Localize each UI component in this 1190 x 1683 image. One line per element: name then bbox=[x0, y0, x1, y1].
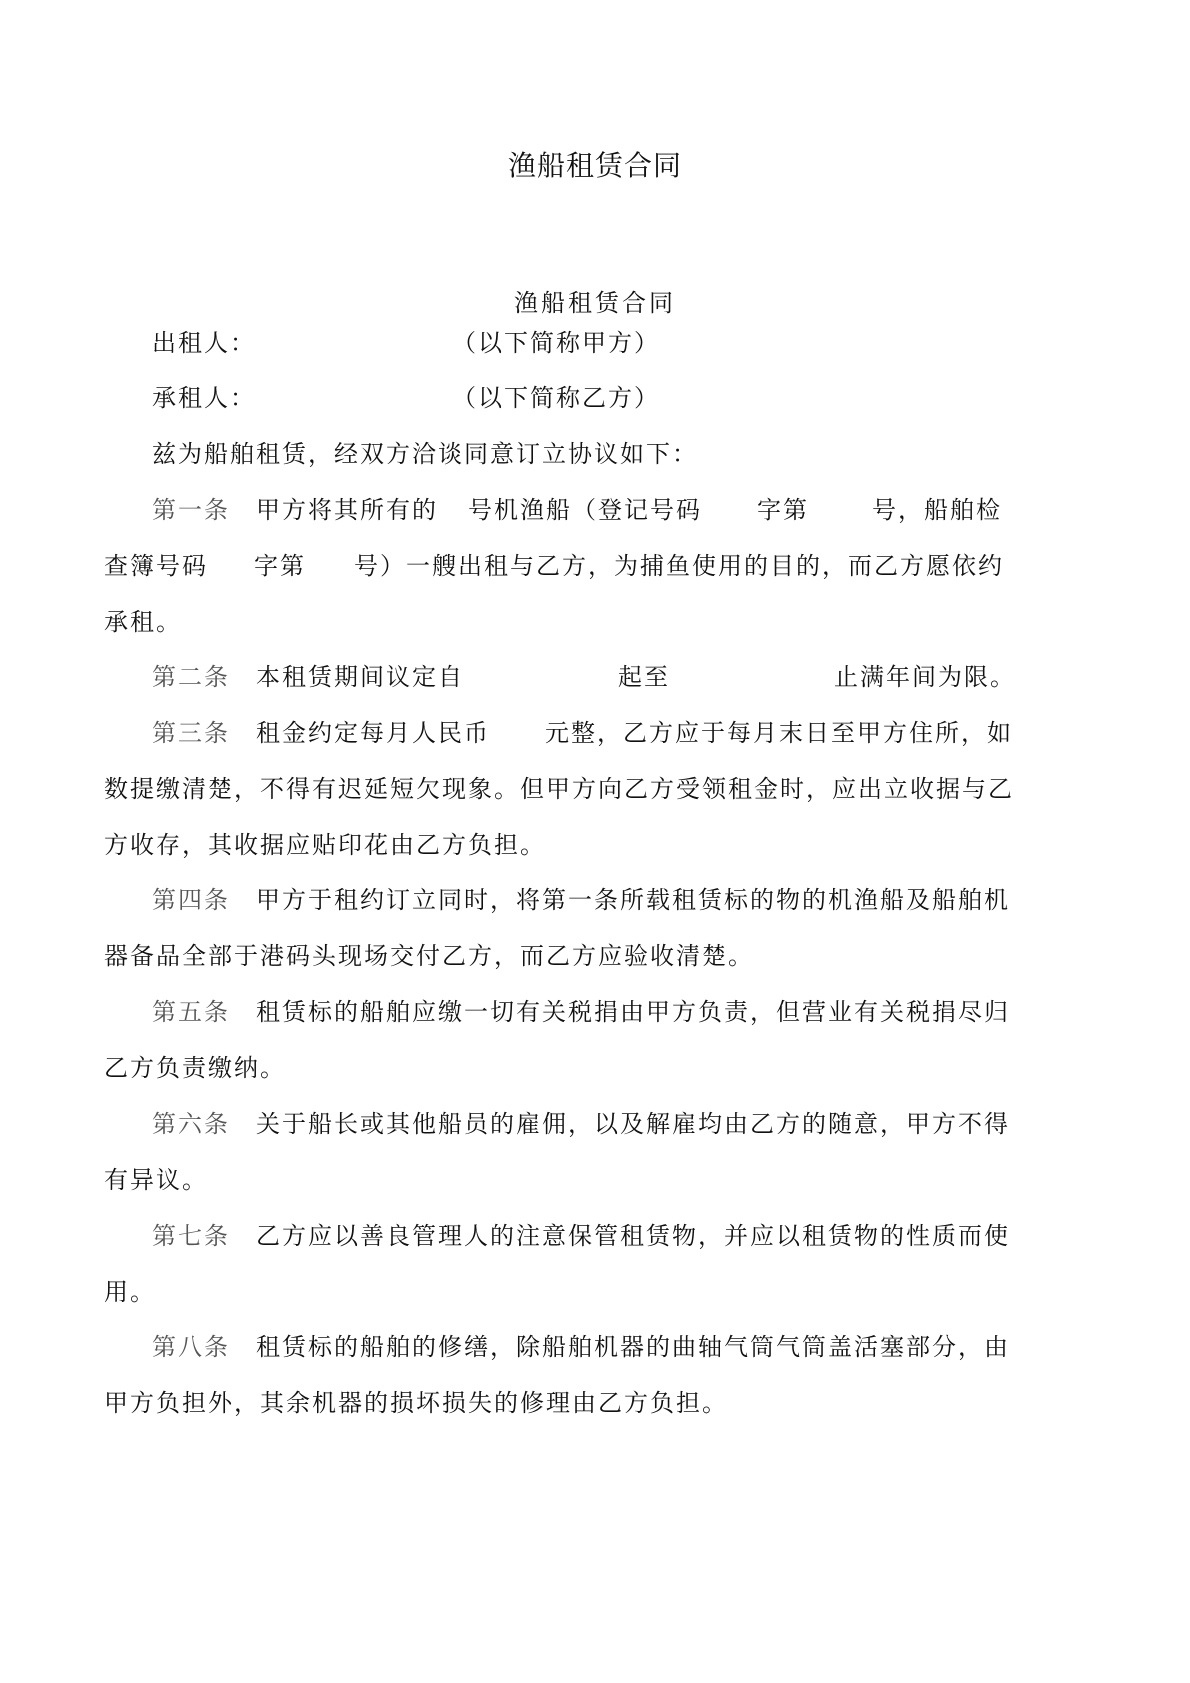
article-7-text: 乙方应以善良管理人的注意保管租赁物，并应以租赁物的性质而使 bbox=[256, 1222, 1010, 1250]
article-1-text: 承租。 bbox=[104, 608, 182, 636]
article-5-text: 乙方负责缴纳。 bbox=[104, 1054, 286, 1082]
article-5-number: 第五条 bbox=[152, 998, 230, 1026]
article-1-text: 字第 bbox=[254, 552, 306, 580]
lessor-label: 出租人： bbox=[152, 329, 256, 357]
article-3-number: 第三条 bbox=[152, 719, 230, 747]
article-1-text: 号，船舶检 bbox=[872, 496, 1002, 524]
article-7-number: 第七条 bbox=[152, 1222, 230, 1250]
article-1-text: 字第 bbox=[757, 496, 809, 524]
article-3-text: 数提缴清楚，不得有迟延短欠现象。但甲方向乙方受领租金时，应出立收据与乙 bbox=[104, 775, 1014, 803]
article-3-text: 租金约定每月人民币 bbox=[256, 719, 490, 747]
article-3-text: 方收存，其收据应贴印花由乙方负担。 bbox=[104, 831, 546, 859]
article-1-text: 号机渔船（登记号码 bbox=[468, 496, 702, 524]
lessor-alias: （以下简称甲方） bbox=[452, 329, 660, 357]
article-8-text: 甲方负担外，其余机器的损坏损失的修理由乙方负担。 bbox=[104, 1389, 728, 1417]
preamble: 兹为船舶租赁，经双方洽谈同意订立协议如下： bbox=[152, 440, 698, 468]
article-4-text: 器备品全部于港码头现场交付乙方，而乙方应验收清楚。 bbox=[104, 942, 754, 970]
article-5-text: 租赁标的船舶应缴一切有关税捐由甲方负责，但营业有关税捐尽归 bbox=[256, 998, 1010, 1026]
article-6-number: 第六条 bbox=[152, 1110, 230, 1138]
article-1-text: 甲方将其所有的 bbox=[256, 496, 438, 524]
article-8-number: 第八条 bbox=[152, 1333, 230, 1361]
document-title: 渔船租赁合同 bbox=[507, 149, 682, 182]
article-8-text: 租赁标的船舶的修缮，除船舶机器的曲轴气筒气筒盖活塞部分，由 bbox=[256, 1333, 1010, 1361]
article-1-text: 查簿号码 bbox=[104, 552, 208, 580]
article-4-number: 第四条 bbox=[152, 886, 230, 914]
article-2-text: 起至 bbox=[618, 663, 670, 691]
article-3-text: 元整，乙方应于每月末日至甲方住所，如 bbox=[545, 719, 1013, 747]
lessee-alias: （以下简称乙方） bbox=[452, 384, 660, 412]
lessee-label: 承租人： bbox=[152, 384, 256, 412]
article-2-number: 第二条 bbox=[152, 663, 230, 691]
article-1-text: 号）一艘出租与乙方，为捕鱼使用的目的，而乙方愿依约 bbox=[354, 552, 1004, 580]
article-6-text: 有异议。 bbox=[104, 1166, 208, 1194]
article-7-text: 用。 bbox=[104, 1278, 156, 1306]
article-4-text: 甲方于租约订立同时，将第一条所载租赁标的物的机渔船及船舶机 bbox=[256, 886, 1010, 914]
article-1-number: 第一条 bbox=[152, 496, 230, 524]
article-6-text: 关于船长或其他船员的雇佣，以及解雇均由乙方的随意，甲方不得 bbox=[256, 1110, 1010, 1138]
document-subtitle: 渔船租赁合同 bbox=[514, 289, 676, 317]
article-2-text: 本租赁期间议定自 bbox=[256, 663, 464, 691]
article-2-text: 止满年间为限。 bbox=[834, 663, 1016, 691]
